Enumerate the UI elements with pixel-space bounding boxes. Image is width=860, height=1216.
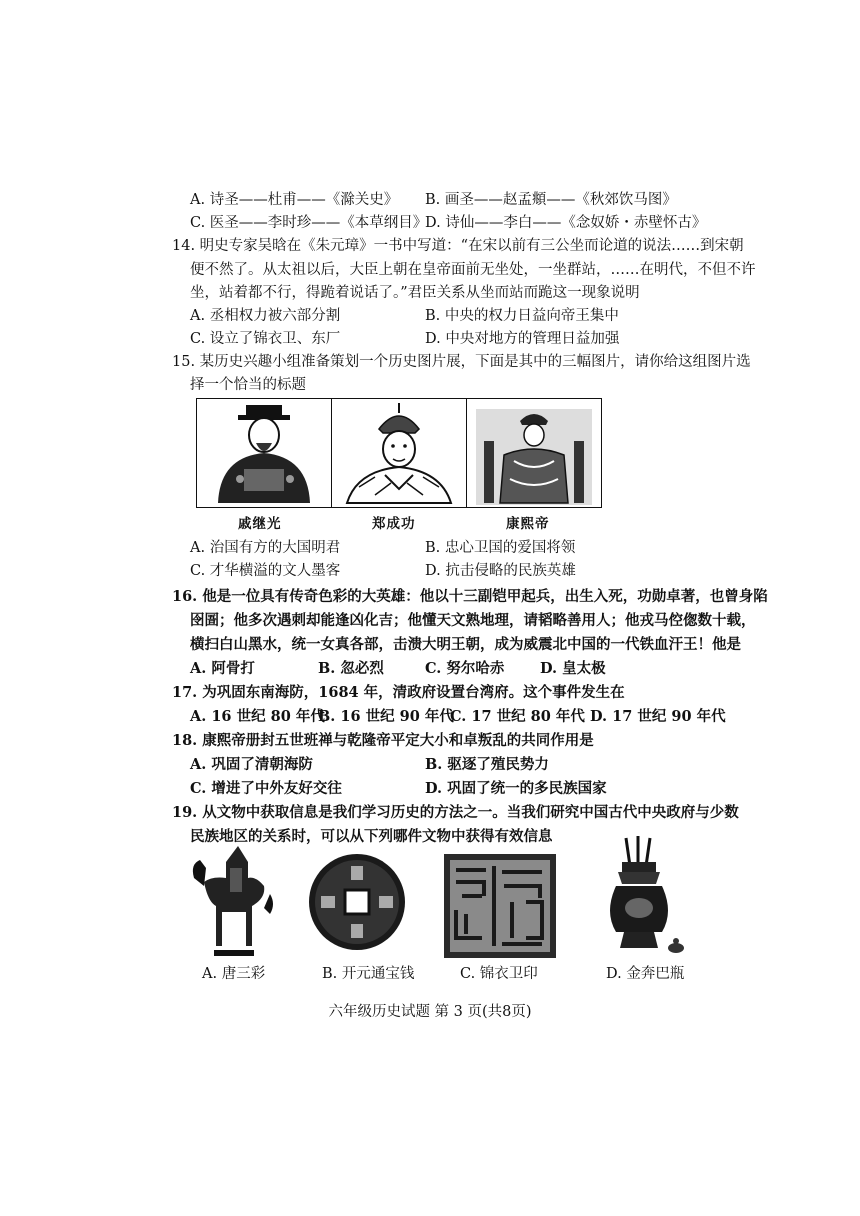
- portrait-zheng-chenggong: [332, 399, 467, 507]
- official-portrait-icon: [197, 399, 331, 507]
- q16-option-a: A. 阿骨打: [190, 660, 255, 677]
- q15-stem-line1: 15. 某历史兴趣小组准备策划一个历史图片展，下面是其中的三幅图片，请你给这组图片选: [172, 354, 751, 370]
- q19-option-a: A. 唐三彩: [202, 966, 266, 982]
- q19-stem-line2: 民族地区的关系时，可以从下列哪件文物中获得有效信息: [190, 828, 553, 845]
- q18-option-b: B. 驱逐了殖民势力: [425, 756, 549, 773]
- q14-stem-line3: 坐，站着都不行，得跪着说话了。”君臣关系从坐而站而跪这一现象说明: [190, 285, 640, 301]
- q14-option-c: C. 设立了锦衣卫、东厂: [190, 331, 341, 347]
- emperor-portrait-icon: [467, 399, 601, 507]
- caption-qi-jiguang: 戚继光: [238, 516, 282, 532]
- q17-option-b: B. 16 世纪 90 年代: [318, 708, 454, 725]
- q15-option-a: A. 治国有方的大国明君: [190, 540, 341, 556]
- q19-stem-line1: 19. 从文物中获取信息是我们学习历史的方法之一。当我们研究中国古代中央政府与少数: [172, 804, 739, 821]
- q16-option-d: D. 皇太极: [540, 660, 606, 677]
- jinyiwei-seal-image: [442, 852, 558, 960]
- q13-option-c: C. 医圣——李时珍——《本草纲目》: [190, 215, 428, 231]
- q17-option-d: D. 17 世纪 90 年代: [590, 708, 726, 725]
- q14-option-b: B. 中央的权力日益向帝王集中: [425, 308, 619, 324]
- kaiyuan-coin-image: [307, 852, 407, 952]
- q13-option-b: B. 画圣——赵孟頫——《秋郊饮马图》: [425, 192, 677, 208]
- q14-stem-line1: 14. 明史专家吴晗在《朱元璋》一书中写道：“在宋以前有三公坐而论道的说法……到宋朝: [172, 238, 744, 254]
- q17-stem: 17. 为巩固东南海防，1684 年，清政府设置台湾府。这个事件发生在: [172, 684, 625, 701]
- q15-option-d: D. 抗击侵略的民族英雄: [425, 563, 576, 579]
- q13-option-a: A. 诗圣——杜甫——《滁关史》: [190, 192, 399, 208]
- caption-zheng-chenggong: 郑成功: [372, 516, 416, 532]
- golden-urn-image: [596, 836, 688, 960]
- q15-portrait-strip: [196, 398, 602, 508]
- q14-option-a: A. 丞相权力被六部分割: [190, 308, 341, 324]
- urn-icon: [596, 836, 688, 960]
- q14-stem-line2: 便不然了。从太祖以后，大臣上朝在皇帝面前无坐处，一坐群站，……在明代，不但不许: [190, 262, 756, 278]
- q18-stem: 18. 康熙帝册封五世班禅与乾隆帝平定大小和卓叛乱的共同作用是: [172, 732, 594, 749]
- q18-option-a: A. 巩固了清朝海防: [190, 756, 313, 773]
- q18-option-d: D. 巩固了统一的多民族国家: [425, 780, 607, 797]
- q15-option-c: C. 才华横溢的文人墨客: [190, 563, 341, 579]
- q14-option-d: D. 中央对地方的管理日益加强: [425, 331, 620, 347]
- tang-sancai-camel-image: [186, 842, 278, 958]
- q15-option-b: B. 忠心卫国的爱国将领: [425, 540, 576, 556]
- q17-option-c: C. 17 世纪 80 年代: [450, 708, 585, 725]
- coin-icon: [307, 852, 407, 952]
- portrait-kangxi: [467, 399, 601, 507]
- q15-stem-line2: 择一个恰当的标题: [190, 377, 306, 393]
- q16-stem-line1: 16. 他是一位具有传奇色彩的大英雄：他以十三副铠甲起兵，出生入死，功勋卓著，也曾身陷: [172, 588, 768, 605]
- q16-option-b: B. 忽必烈: [318, 660, 384, 677]
- q13-option-d: D. 诗仙——李白——《念奴娇・赤壁怀古》: [425, 215, 707, 231]
- q19-option-b: B. 开元通宝钱: [322, 966, 415, 982]
- q16-stem-line3: 横扫白山黑水，统一女真各部，击溃大明王朝，成为威震北中国的一代铁血汗王！他是: [190, 636, 741, 653]
- q16-option-c: C. 努尔哈赤: [425, 660, 505, 677]
- camel-figure-icon: [186, 842, 278, 958]
- caption-kangxi: 康熙帝: [506, 516, 550, 532]
- general-portrait-icon: [332, 399, 466, 507]
- q17-option-a: A. 16 世纪 80 年代: [190, 708, 325, 725]
- page-footer: 六年级历史试题 第 3 页(共8页): [328, 1004, 532, 1020]
- portrait-qi-jiguang: [197, 399, 332, 507]
- q16-stem-line2: 囹圄；他多次遇刺却能逢凶化吉；他懂天文熟地理，请韬略善用人；他戎马倥偬数十载，: [190, 612, 756, 629]
- q19-option-c: C. 锦衣卫印: [460, 966, 538, 982]
- q19-option-d: D. 金奔巴瓶: [606, 966, 685, 982]
- seal-icon: [442, 852, 558, 960]
- q18-option-c: C. 增进了中外友好交往: [190, 780, 342, 797]
